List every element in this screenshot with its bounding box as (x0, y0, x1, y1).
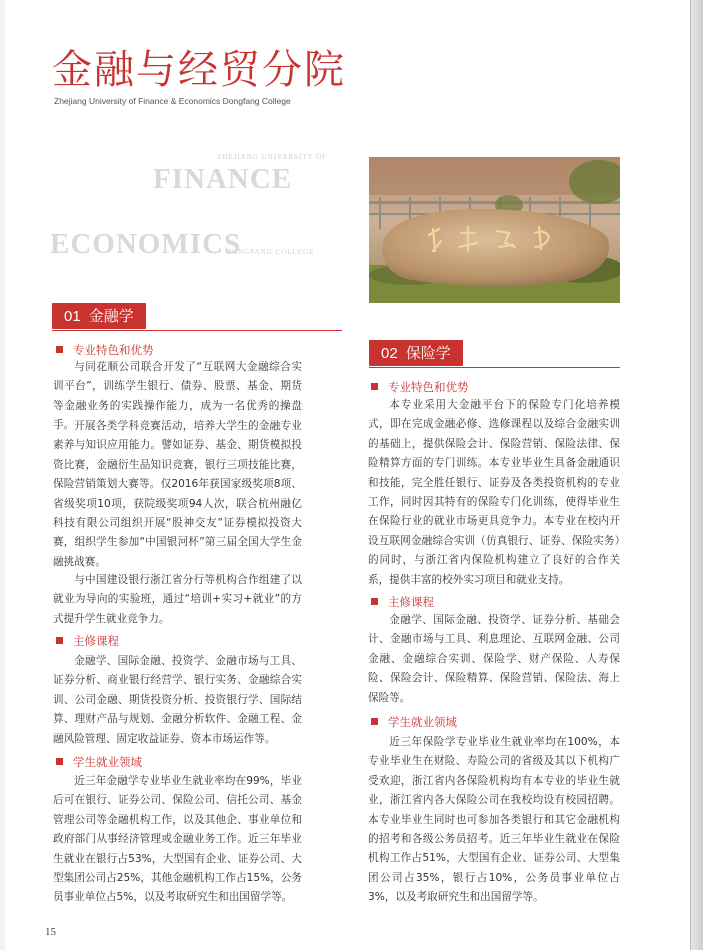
section-01-title-box (52, 303, 146, 329)
section-01-features-p3: 与中国建设银行浙江省分行等机构合作组建了以就业为导向的实验班，通过“培训+实习+就业”的方式提升学生就业竞争力。 (53, 574, 302, 625)
page-left-margin (0, 0, 5, 950)
section-02-courses-heading: 主修课程 (371, 594, 434, 610)
section-01-features-p2: 开展各类学科竞赛活动，培养大学生的金融专业素养与知识应用能力。譬如证券、基金、期货模拟投资比赛，金融衍生品知识竞赛，银行三项技能比赛，保险营销策划大赛等。仅2016年获国家级奖项8项、省级奖项10项，获院级奖项94人次，联合杭州融亿科技有限公司组织开展“股神交友”证券模拟投资大赛，组织学生参加“中国银河杯”第三届全国大学生金融挑战赛。 (53, 420, 302, 568)
watermark-finance: FINANCE (153, 163, 293, 195)
section-02-jobs-heading: 学生就业领域 (371, 714, 457, 730)
section-02-rule (369, 367, 620, 368)
watermark-small-top: ZHEJIANG UNIVERSITY OF (217, 153, 328, 161)
section-02-courses-text: 金融学、国际金融、投资学、证券分析、基础会计、金融市场与工具、利息理论、互联网金融、公司金融、金融综合实训、保险学、财产保险、人寿保险、保险会计、保险精算、保险营销、保险法、海上保险等。 (368, 614, 620, 704)
square-bullet-icon (56, 637, 63, 644)
watermark-small-bottom: DONGFANG COLLEGE (226, 248, 315, 256)
campus-stone-photo (369, 157, 620, 303)
page-subtitle: Zhejiang University of Finance & Economics Dongfang College (54, 96, 291, 106)
section-01-features-heading: 专业特色和优势 (56, 342, 154, 358)
watermark-economics: ECONOMICS (50, 228, 242, 260)
square-bullet-icon (371, 383, 378, 390)
section-02-jobs-text: 近三年保险学专业毕业生就业率均在100%，本专业毕业生在财险、寿险公司的省级及其以下机构广受欢迎，浙江省内各保险机构均有本专业的毕业生就业，浙江省内各大保险公司在我校均设有校园招聘。本专业毕业生同时也可参加各类银行和其它金融机构的招考和各级公务员招考。近三年毕业生就业在保险机构工作占51%，大型国有企业、证券公司、大型集团公司占35%，银行占10%，公务员事业单位占3%，以及考取研究生和出国留学等。 (368, 736, 620, 904)
section-01-jobs-heading: 学生就业领域 (56, 754, 142, 770)
page-title: 金融与经贸分院 (52, 47, 346, 93)
section-02-number: 02 (381, 345, 398, 362)
section-02-features-text: 本专业采用大金融平台下的保险专门化培养模式，即在完成金融必修、选修课程以及综合金融实训的基础上，提供保险会计、保险营销、保险法律、保险精算方面的专门训练。本专业毕业生具备金融通识和技能，完全胜任银行、证券及各类投资机构的专业工作，同时因其特有的保险专门化训练，使得毕业生在保险行业的就业市场更具竞争力。本专业在校内开设互联网金融综合实训（仿真银行、证券、保险实务）的同时，与浙江省内保险机构建立了良好的合作关系，提供丰富的校外实习项目和就业支持。 (368, 399, 620, 586)
square-bullet-icon (371, 718, 378, 725)
page-edge-shadow (691, 0, 703, 950)
section-01-jobs-text: 近三年金融学专业毕业生就业率均在99%，毕业后可在银行、证券公司、保险公司、信托公司、基金管理公司等金融机构工作，以及其他企、事业单位和政府部门从事经济管理或金融业务工作。近三年毕业生就业在银行占53%，大型国有企业、证券公司、大型集团公司占25%，其他金融机构工作占15%，公务员事业单位占5%，以及考取研究生和出国留学等。 (53, 775, 302, 904)
section-02-title-box (369, 340, 463, 366)
section-01-title: 金融学 (88, 307, 134, 325)
square-bullet-icon (56, 346, 63, 353)
square-bullet-icon (56, 758, 63, 765)
section-01-number: 01 (64, 308, 81, 325)
section-01-rule (52, 330, 342, 331)
section-01-features-p1: 与同花顺公司联合开发了“互联网大金融综合实训平台”，训练学生银行、债券、股票、基金、期货等金融业务的实践操作能力，成为一名优秀的操盘手。 (53, 361, 302, 432)
section-02-title: 保险学 (405, 344, 451, 362)
square-bullet-icon (371, 598, 378, 605)
section-01-courses-heading: 主修课程 (56, 633, 119, 649)
page-number: 15 (45, 926, 56, 938)
section-02-features-heading: 专业特色和优势 (371, 379, 469, 395)
section-01-courses-text: 金融学、国际金融、投资学、金融市场与工具、证券分析、商业银行经营学、银行实务、金融综合实训、公司金融、期货投资分析、投资银行学、国际结算、理财产品与规划、金融分析软件、金融工程、金融风险管理、固定收益证券、资本市场运作等。 (53, 655, 302, 745)
